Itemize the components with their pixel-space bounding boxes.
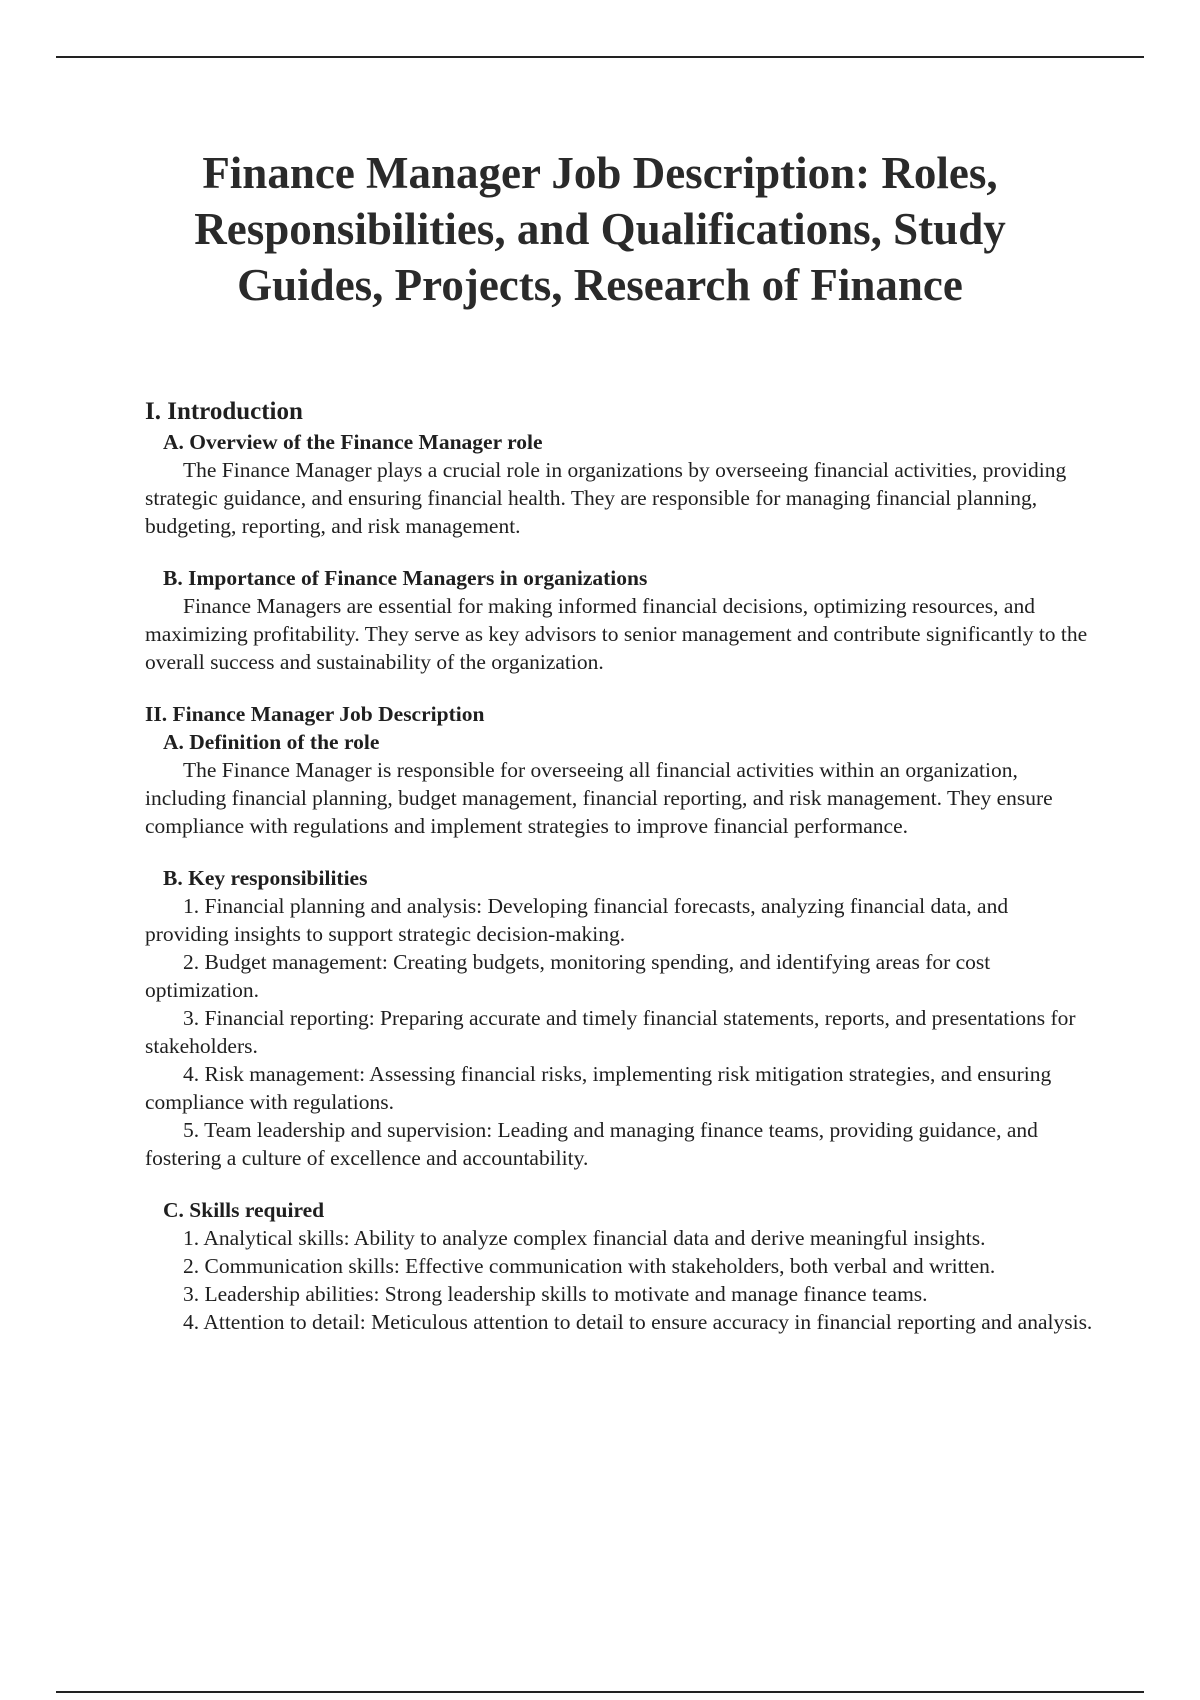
paragraph-definition: The Finance Manager is responsible for overseeing all financial activities within an organization, including financial planning, budget management, financial reporting, and risk management. They ensure compliance with regulations and implement strategies to improve financial performance. [145, 758, 1053, 838]
subsection-heading-importance: B. Importance of Finance Managers in organizations [163, 566, 648, 590]
list-item: 5. Team leadership and supervision: Leading and managing finance teams, providing guidance, and fostering a culture of excellence and accountability. [145, 1118, 1038, 1170]
list-item: 2. Communication skills: Effective communication with stakeholders, both verbal and written. [183, 1254, 996, 1278]
document-body [145, 396, 1095, 1336]
list-item: 1. Financial planning and analysis: Developing financial forecasts, analyzing financial data, and providing insights to support strategic decision-making. [145, 894, 1009, 946]
section-heading-introduction: I. Introduction [145, 398, 303, 425]
paragraph-importance: Finance Managers are essential for making informed financial decisions, optimizing resources, and maximizing profitability. They serve as key advisors to senior management and contribute significantly to the overall success and sustainability of the organization. [145, 594, 1088, 674]
document-title: Finance Manager Job Description: Roles, Responsibilities, and Qualifications, Study Guides, Projects, Research of Finance [194, 148, 1006, 310]
list-item: 1. Analytical skills: Ability to analyze complex financial data and derive meaningful insights. [183, 1226, 986, 1250]
list-item: 3. Financial reporting: Preparing accurate and timely financial statements, reports, and presentations for stakeholders. [145, 1006, 1076, 1058]
list-item: 3. Leadership abilities: Strong leadership skills to motivate and manage finance teams. [183, 1282, 928, 1306]
subsection-heading-definition: A. Definition of the role [163, 730, 380, 754]
list-item: 2. Budget management: Creating budgets, monitoring spending, and identifying areas for cost optimization. [145, 950, 991, 1002]
section-heading-job-description: II. Finance Manager Job Description [145, 702, 485, 726]
bottom-divider [56, 1691, 1144, 1693]
paragraph-overview: The Finance Manager plays a crucial role in organizations by overseeing financial activities, providing strategic guidance, and ensuring financial health. They are responsible for managing financial planning, budgeting, reporting, and risk management. [145, 458, 1067, 538]
subsection-heading-overview: A. Overview of the Finance Manager role [163, 430, 543, 454]
subsection-heading-responsibilities: B. Key responsibilities [163, 866, 368, 890]
top-divider [56, 56, 1144, 58]
list-item: 4. Attention to detail: Meticulous attention to detail to ensure accuracy in financial reporting and analysis. [183, 1310, 1093, 1334]
subsection-heading-skills: C. Skills required [163, 1198, 325, 1222]
list-item: 4. Risk management: Assessing financial risks, implementing risk mitigation strategies, and ensuring compliance with regulations. [145, 1062, 1052, 1114]
